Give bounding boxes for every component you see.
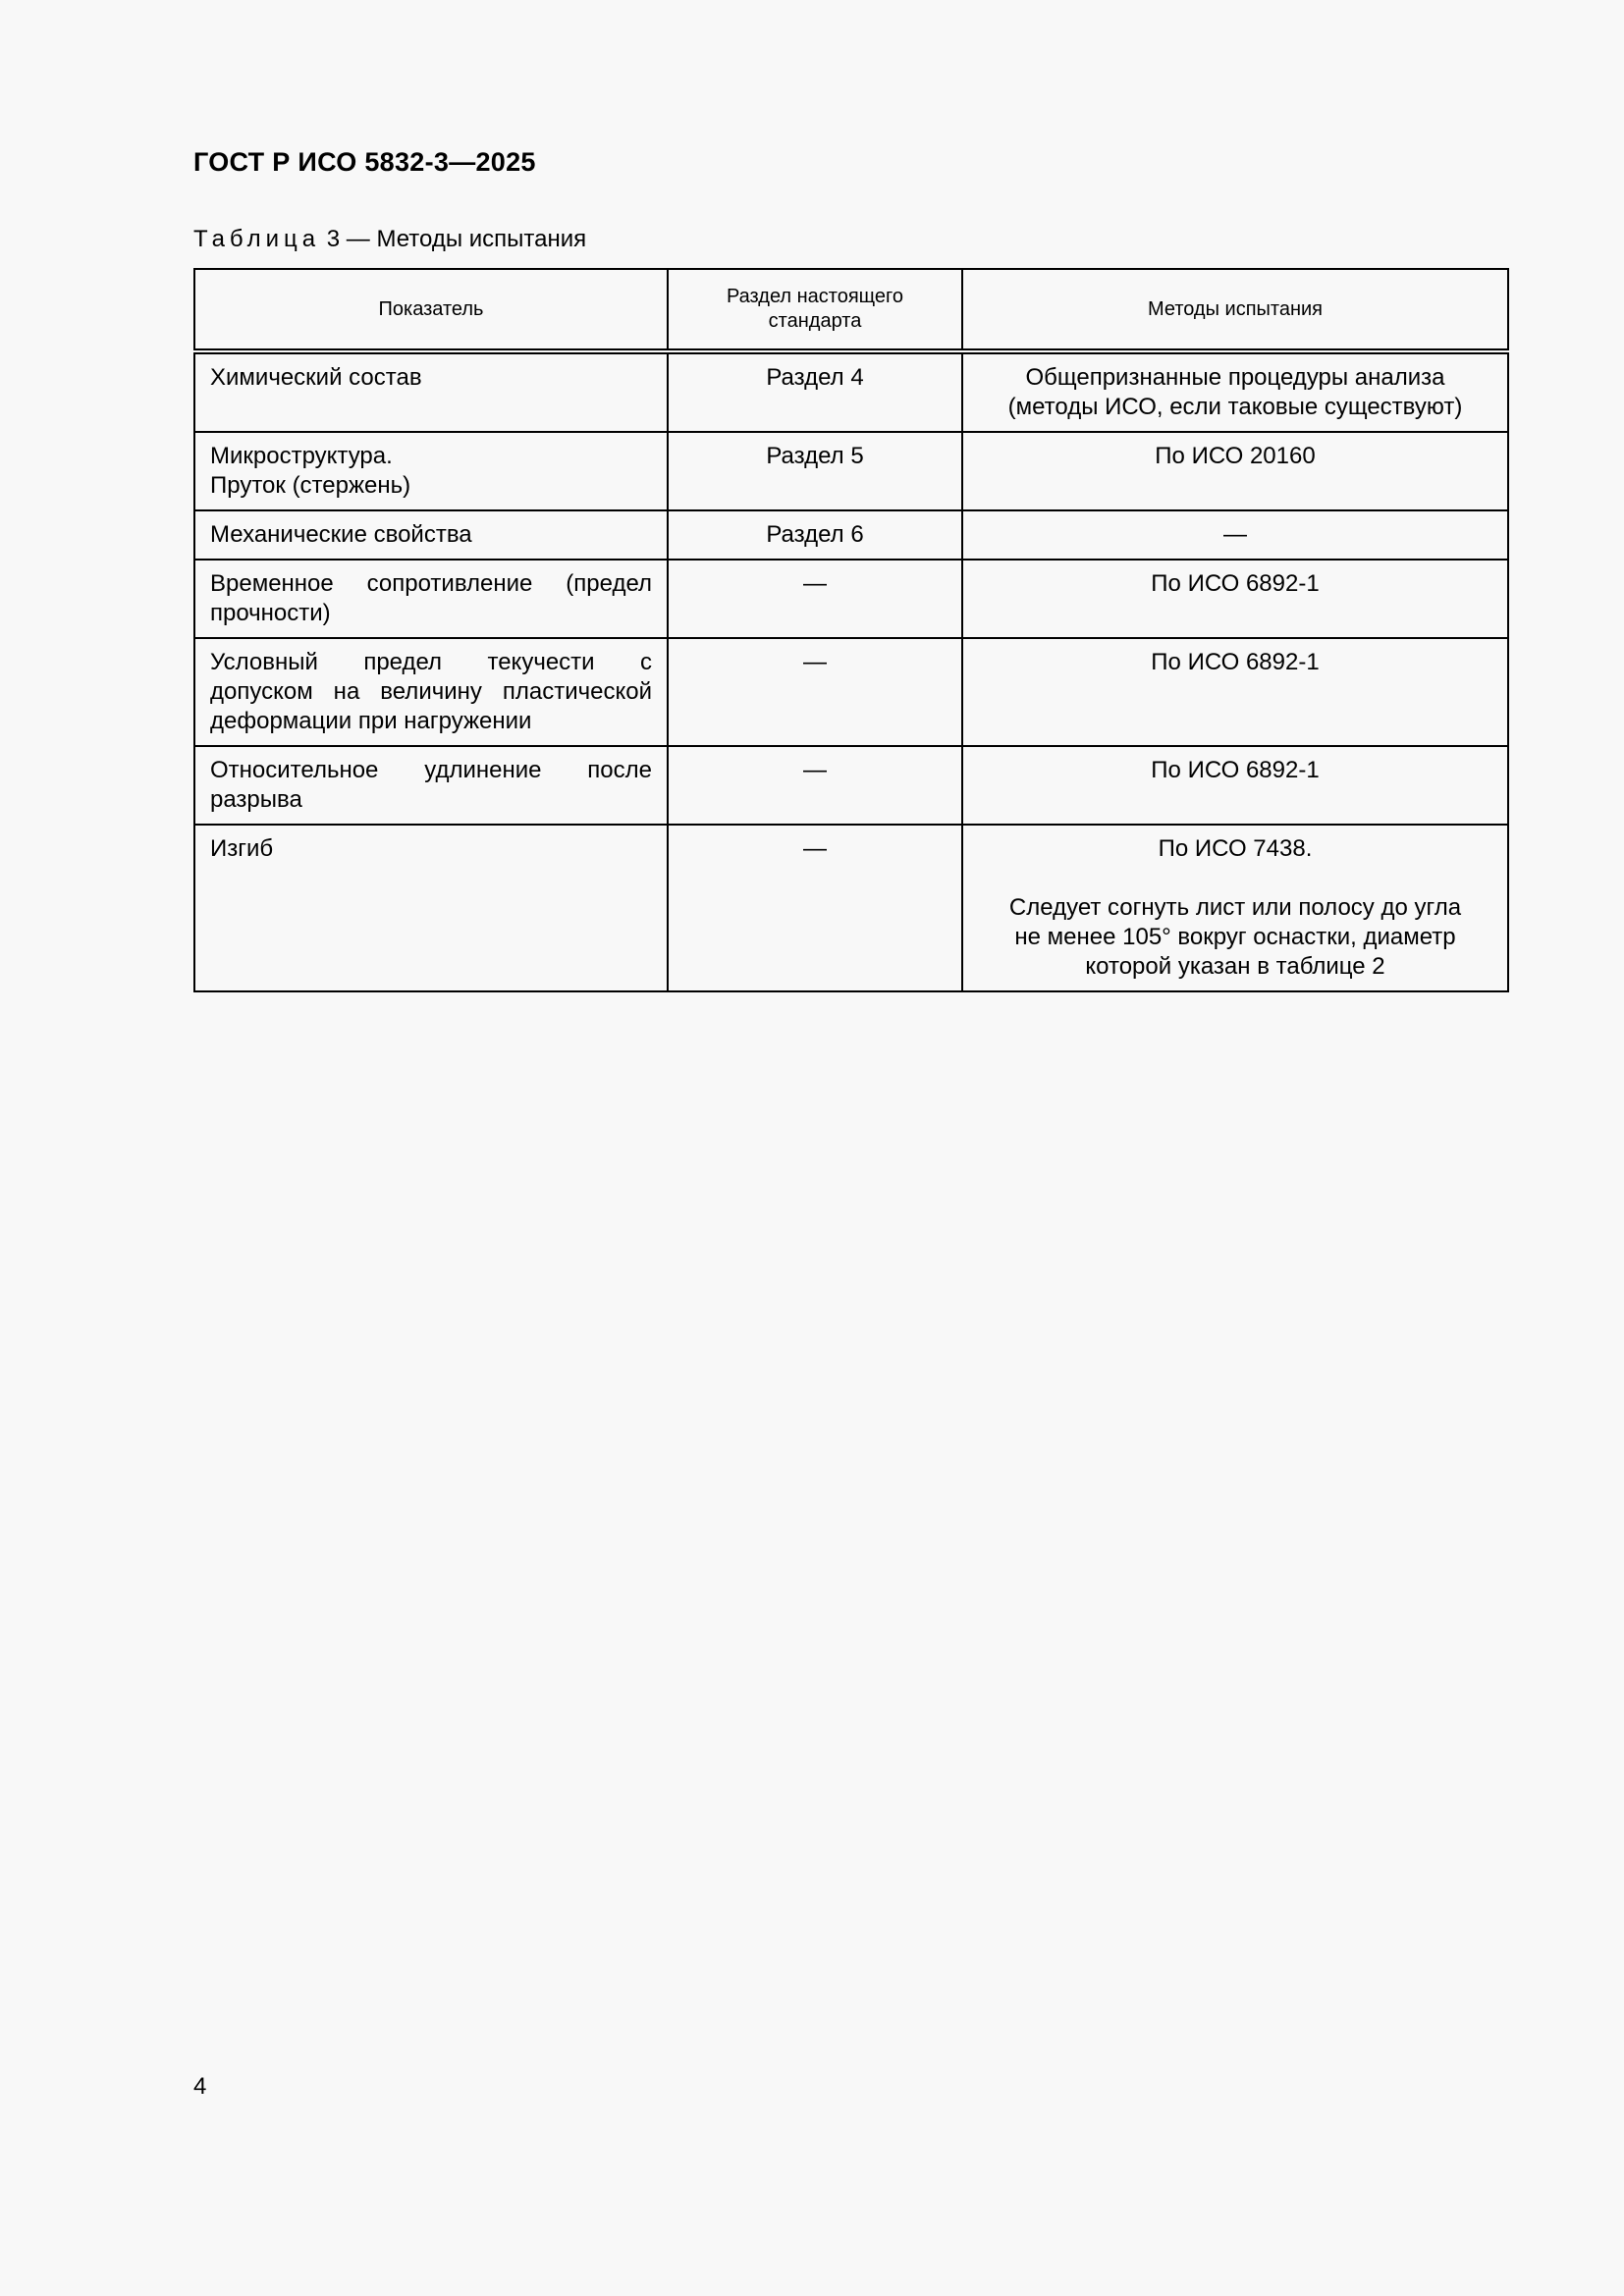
method-text-line: По ИСО 6892-1 <box>1151 570 1320 597</box>
table-row <box>194 351 1508 432</box>
cell-method <box>962 510 1508 560</box>
column-header-methods: Методы испытания <box>962 269 1508 351</box>
cell-section: — <box>668 746 962 825</box>
cell-method <box>962 638 1508 746</box>
cell-method <box>962 351 1508 432</box>
cell-method <box>962 746 1508 825</box>
indicator-text-line: Условный предел текучести с <box>210 649 652 675</box>
cell-section: Раздел 6 <box>668 510 962 560</box>
cell-section: — <box>668 560 962 638</box>
indicator-text-line: разрыва <box>210 786 302 813</box>
cell-section: Раздел 5 <box>668 432 962 510</box>
cell-section: — <box>668 638 962 746</box>
column-header-section: Раздел настоящего стандарта <box>668 269 962 351</box>
cell-section: Раздел 4 <box>668 351 962 432</box>
indicator-text-line: Изгиб <box>210 835 274 862</box>
method-text-line: Следует согнуть лист или полосу до угла <box>1008 894 1462 921</box>
column-header-indicator: Показатель <box>194 269 668 351</box>
table-caption-title: 3 — Методы испытания <box>320 226 587 252</box>
method-text-line: (методы ИСО, если таковые существуют) <box>1007 394 1463 420</box>
method-text-line: которой указан в таблице 2 <box>1085 953 1385 980</box>
cell-method <box>962 560 1508 638</box>
table-row <box>194 825 1508 991</box>
indicator-text-line: Микроструктура. <box>210 443 393 469</box>
method-text-line: Общепризнанные процедуры анализа <box>1025 364 1445 391</box>
document-header: ГОСТ Р ИСО 5832-3—2025 <box>193 147 536 177</box>
indicator-text-line: прочности) <box>210 600 331 626</box>
indicator-text-line: допуском на величину пластической <box>210 678 652 705</box>
indicator-text-line: Пруток (стержень) <box>210 472 411 499</box>
table-row <box>194 560 1508 638</box>
indicator-text-line: деформации при нагружении <box>210 708 532 734</box>
cell-method <box>962 825 1508 991</box>
method-text-line: — <box>1223 521 1247 548</box>
method-paragraph-gap <box>978 864 1492 893</box>
cell-indicator <box>194 351 668 432</box>
table-caption-prefix: Таблица <box>193 226 321 252</box>
method-text-line: По ИСО 20160 <box>1155 443 1316 469</box>
method-text-line: По ИСО 6892-1 <box>1151 757 1320 783</box>
method-text-line: не менее 105° вокруг оснастки, диаметр <box>1014 924 1456 950</box>
cell-indicator <box>194 638 668 746</box>
cell-indicator <box>194 560 668 638</box>
cell-method <box>962 432 1508 510</box>
table-row <box>194 746 1508 825</box>
table-caption <box>193 226 586 253</box>
indicator-text-line: Химический состав <box>210 364 422 391</box>
cell-indicator <box>194 825 668 991</box>
page-number: 4 <box>193 2073 207 2100</box>
indicator-text-line: Временное сопротивление (предел <box>210 570 652 597</box>
indicator-text-line: Механические свойства <box>210 521 472 548</box>
indicator-text-line: Относительное удлинение после <box>210 757 652 783</box>
test-methods-table <box>193 268 1509 992</box>
cell-indicator <box>194 746 668 825</box>
cell-section: — <box>668 825 962 991</box>
table-row <box>194 510 1508 560</box>
table-row <box>194 432 1508 510</box>
method-text-line: По ИСО 6892-1 <box>1151 649 1320 675</box>
method-text-line: По ИСО 7438. <box>1158 835 1313 862</box>
table-row <box>194 638 1508 746</box>
cell-indicator <box>194 510 668 560</box>
cell-indicator <box>194 432 668 510</box>
table-header-row <box>194 269 1508 351</box>
